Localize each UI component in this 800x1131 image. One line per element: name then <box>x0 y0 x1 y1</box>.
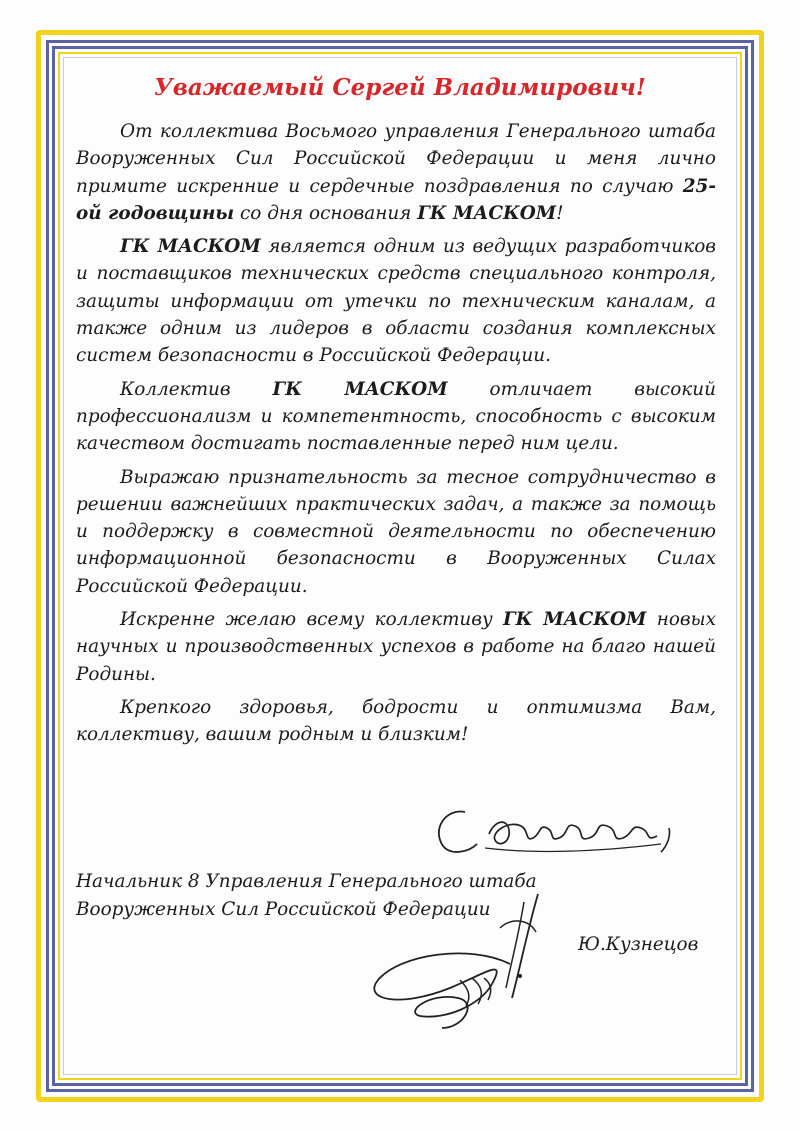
company-name: ГК МАСКОМ <box>502 609 647 631</box>
company-name: ГК МАСКОМ <box>272 378 448 400</box>
paragraph-company-profile: ГК МАСКОМ является одним из ведущих разработчиков и поставщиков технических средств специального контроля, защиты информации от утечки по техническим каналам, а также одним из лидеров в области создания комплексных систем безопасности в Российской Федерации. <box>76 236 716 367</box>
salutation: Уважаемый Сергей Владимирович! <box>154 74 646 101</box>
paragraph-closing-wish: Крепкого здоровья, бодрости и оптимизма Вам, коллективу, вашим родным и близким! <box>76 696 716 746</box>
paragraph-gratitude: Выражаю признательность за тесное сотрудничество в решении важнейших практических задач, а также за помощь и поддержку в совместной деятельности по обеспечению информационной безопасности в Вооруженных Силах Российской Федерации. <box>76 466 716 597</box>
handwritten-closing <box>425 790 685 870</box>
company-name: ГК МАСКОМ <box>417 202 557 224</box>
company-name: ГК МАСКОМ <box>120 236 261 258</box>
letter-body <box>76 118 716 749</box>
signatory-title-line-2: Вооруженных Сил Российской Федерации <box>76 899 491 920</box>
signatory-name: Ю.Кузнецов <box>578 934 699 955</box>
paragraph-greeting: От коллектива Восьмого управления Генерального штаба Вооруженных Сил Российской Федерации и меня лично примите искренние и сердечные поздравления по случаю 25-ой годовщины со дня основания ГК МАСКОМ! <box>76 121 716 224</box>
signature-scribble <box>360 888 580 1038</box>
anniversary-emphasis: 25-ой годовщины <box>76 175 716 224</box>
paragraph-team-qualities: Коллектив ГК МАСКОМ отличает высокий профессионализм и компетентность, способность с высоким качеством достигать поставленные перед ним цели. <box>76 378 716 455</box>
signatory-title-line-1: Начальник 8 Управления Генерального штаба <box>76 871 537 892</box>
paragraph-wishes: Искренне желаю всему коллективу ГК МАСКОМ новых научных и производственных успехов в работе на благо нашей Родины. <box>76 609 716 685</box>
